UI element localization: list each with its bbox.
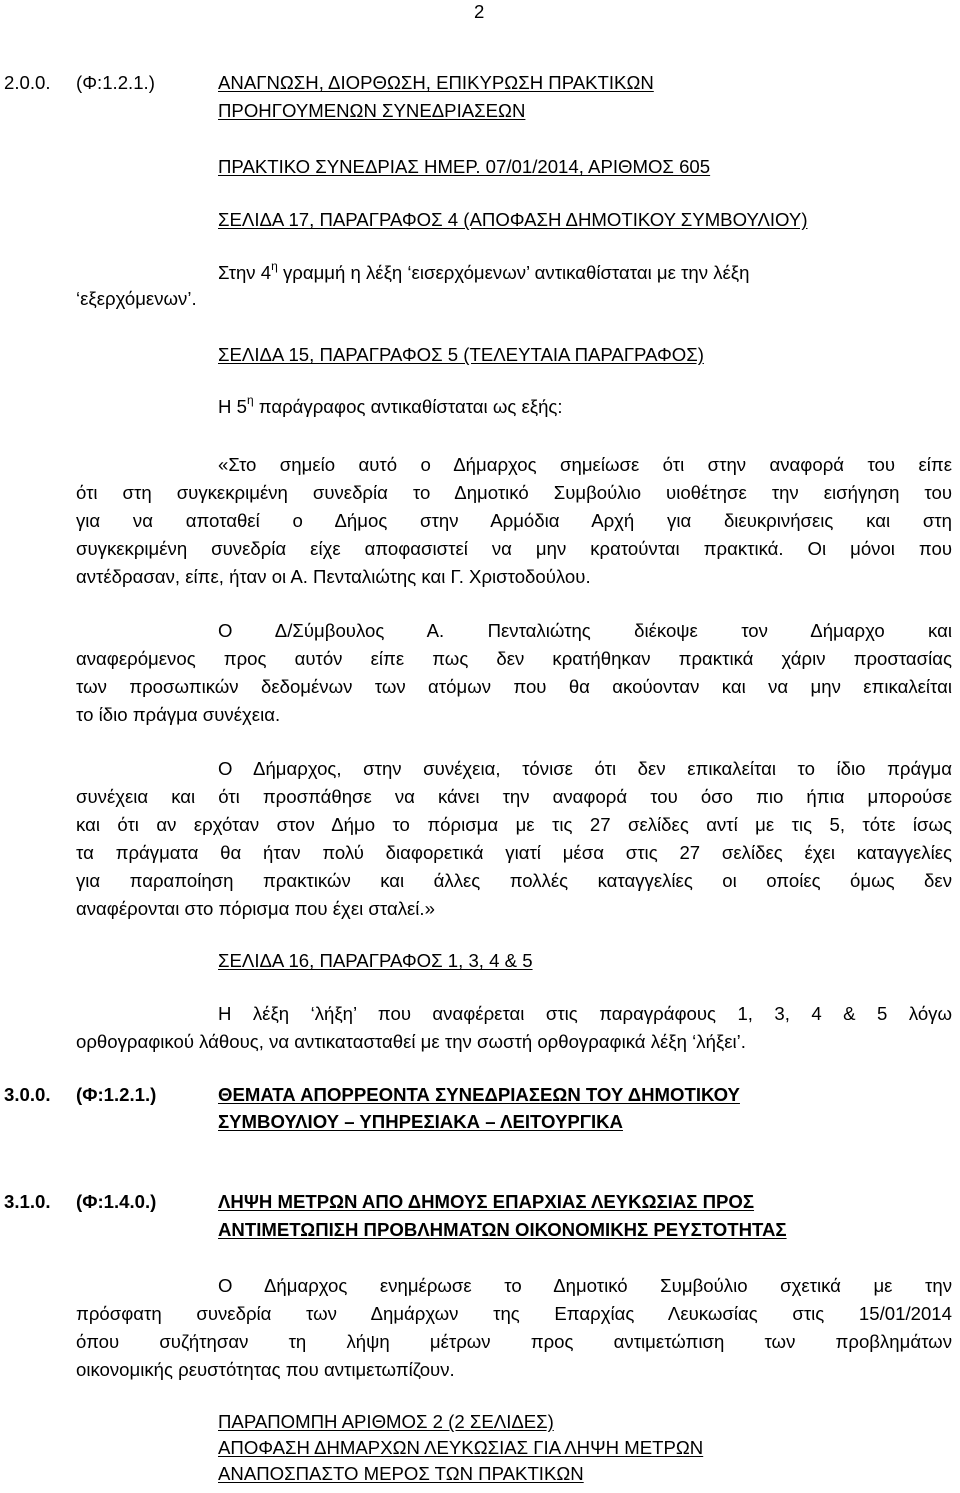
section-310-body-line: πρόσφατη συνεδρία των Δημάρχων της Επαρχίας Λευκωσίας στις 15/01/2014 (76, 1303, 952, 1324)
page15-heading: ΣΕΛΙΔΑ 15, ΠΑΡΑΓΡΑΦΟΣ 5 (ΤΕΛΕΥΤΑΙΑ ΠΑΡΑΓΡΑΦΟΣ) (218, 344, 704, 365)
section-300-number: 3.0.0. (4, 1084, 51, 1105)
section-200-title-line1: ΑΝΑΓΝΩΣΗ, ΔΙΟΡΘΩΣΗ, ΕΠΙΚΥΡΩΣΗ ΠΡΑΚΤΙΚΩΝ (218, 72, 654, 93)
quote-p2-line: των προσωπικών δεδομένων των ατόμων που θα ακούονταν και να μην επικαλείται (76, 676, 952, 697)
section-310-body-line: Ο Δήμαρχος ενημέρωσε το Δημοτικό Συμβούλιο σχετικά με την (218, 1275, 952, 1296)
page17-heading: ΣΕΛΙΔΑ 17, ΠΑΡΑΓΡΑΦΟΣ 4 (ΑΠΟΦΑΣΗ ΔΗΜΟΤΙΚΟΥ ΣΥΜΒΟΥΛΙΟΥ) (218, 209, 808, 230)
section-200-title-line2: ΠΡΟΗΓΟΥΜΕΝΩΝ ΣΥΝΕΔΡΙΑΣΕΩΝ (218, 100, 526, 121)
reference-line3: ΑΝΑΠΟΣΠΑΣΤΟ ΜΕΡΟΣ ΤΩΝ ΠΡΑΚΤΙΚΩΝ (218, 1463, 584, 1484)
page16-text-line: ορθογραφικού λάθους, να αντικατασταθεί με την σωστή ορθογραφικά λέξη ‘λήξει’. (76, 1031, 746, 1052)
section-310-title-line1: ΛΗΨΗ ΜΕΤΡΩΝ ΑΠΟ ΔΗΜΟΥΣ ΕΠΑΡΧΙΑΣ ΛΕΥΚΩΣΙΑΣ ΠΡΟΣ (218, 1191, 755, 1212)
minutes-heading: ΠΡΑΚΤΙΚΟ ΣΥΝΕΔΡΙΑΣ ΗΜΕΡ. 07/01/2014, ΑΡΙΘΜΟΣ 605 (218, 156, 711, 177)
quote-p3-line: αναφέρονται στο πόρισμα που έχει σταλεί.» (76, 898, 435, 919)
quote-p3-line: για παραποίηση πρακτικών και άλλες πολλές καταγγελίες οι οποίες όμως δεν (76, 870, 952, 891)
section-310-number: 3.1.0. (4, 1191, 51, 1212)
page-number: 2 (474, 1, 485, 22)
reference-line1: ΠΑΡΑΠΟΜΠΗ ΑΡΙΘΜΟΣ 2 (2 ΣΕΛΙΔΕΣ) (218, 1411, 554, 1432)
page16-text-line: Η λέξη ‘λήξη’ που αναφέρεται στις παραγράφους 1, 3, 4 & 5 λόγω (218, 1003, 952, 1024)
quote-p1-line: συγκεκριμένη συνεδρία είχε αποφασιστεί να μην κρατούνται πρακτικά. Οι μόνοι που (76, 538, 952, 559)
quote-p2-line: το ίδιο πράγμα συνέχεια. (76, 704, 281, 725)
quote-p1-line: για να αποταθεί ο Δήμος στην Αρμόδια Αρχή για διευκρινήσεις και στη (76, 510, 952, 531)
reference-line2: ΑΠΟΦΑΣΗ ΔΗΜΑΡΧΩΝ ΛΕΥΚΩΣΙΑΣ ΓΙΑ ΛΗΨΗ ΜΕΤΡΩΝ (218, 1437, 704, 1458)
quote-p3-line: και ότι αν ερχόταν στον Δήμο το πόρισμα με τις 27 σελίδες αντί με τις 5, τότε ίσως (76, 814, 952, 835)
quote-p3-line: τα πράγματα θα ήταν πολύ διαφορετικά γιατί μέσα στις 27 σελίδες έχει καταγγελίες (76, 842, 952, 863)
section-200-code: (Φ:1.2.1.) (76, 72, 155, 93)
section-310-code: (Φ:1.4.0.) (76, 1191, 157, 1212)
page15-intro: Η $5^\eta$ παράγραφος αντικαθίσταται ως εξής: (218, 392, 563, 417)
section-310-body-line: οικονομικής ρευστότητας που αντιμετωπίζουν. (76, 1359, 455, 1380)
quote-p1-line: «Στο σημείο αυτό ο Δήμαρχος σημείωσε ότι στην αναφορά του είπε (218, 454, 952, 475)
page16-heading: ΣΕΛΙΔΑ 16, ΠΑΡΑΓΡΑΦΟΣ 1, 3, 4 & 5 (218, 950, 533, 971)
section-300-title-line2: ΣΥΜΒΟΥΛΙΟΥ – ΥΠΗΡΕΣΙΑΚΑ – ΛΕΙΤΟΥΡΓΙΚΑ (218, 1111, 623, 1132)
quote-p3-line: Ο Δήμαρχος, στην συνέχεια, τόνισε ότι δεν επικαλείται το ίδιο πράγμα (218, 758, 952, 779)
section-200-number: 2.0.0. (4, 72, 51, 93)
quote-p2-line: Ο Δ/Σύμβουλος Α. Πενταλιώτης διέκοψε τον Δήμαρχο και (218, 620, 952, 641)
quote-p3-line: συνέχεια και ότι προσπάθησε να κάνει την αναφορά του όσο πιο ήπια μπορούσε (76, 786, 952, 807)
quote-p2-line: αναφερόμενος προς αυτόν είπε πως δεν κρατήθηκαν πρακτικά χάριν προστασίας (76, 648, 952, 669)
section-310-body-line: όπου συζήτησαν τη λήψη μέτρων προς αντιμετώπιση των προβλημάτων (76, 1331, 952, 1352)
quote-p1-line: αντέδρασαν, είπε, ήταν οι Α. Πενταλιώτης και Γ. Χριστοδούλου. (76, 566, 591, 587)
quote-p1-line: ότι στη συγκεκριμένη συνεδρία το Δημοτικό Συμβούλιο υιοθέτησε την εισήγηση του (76, 482, 952, 503)
section-300-title-line1: ΘΕΜΑΤΑ ΑΠΟΡΡΕΟΝΤΑ ΣΥΝΕΔΡΙΑΣΕΩΝ ΤΟΥ ΔΗΜΟΤΙΚΟΥ (218, 1084, 740, 1105)
section-310-title-line2: ΑΝΤΙΜΕΤΩΠΙΣΗ ΠΡΟΒΛΗΜΑΤΩΝ ΟΙΚΟΝΟΜΙΚΗΣ ΡΕΥΣΤΟΤΗΤΑΣ (218, 1219, 787, 1240)
page17-text-line1: Στην $4^\eta$ γραμμή η λέξη ‘εισερχόμενων’ αντικαθίσταται με την λέξη (218, 258, 750, 283)
section-300-code: (Φ:1.2.1.) (76, 1084, 157, 1105)
page17-text-line2: ‘εξερχόμενων’. (76, 288, 197, 309)
